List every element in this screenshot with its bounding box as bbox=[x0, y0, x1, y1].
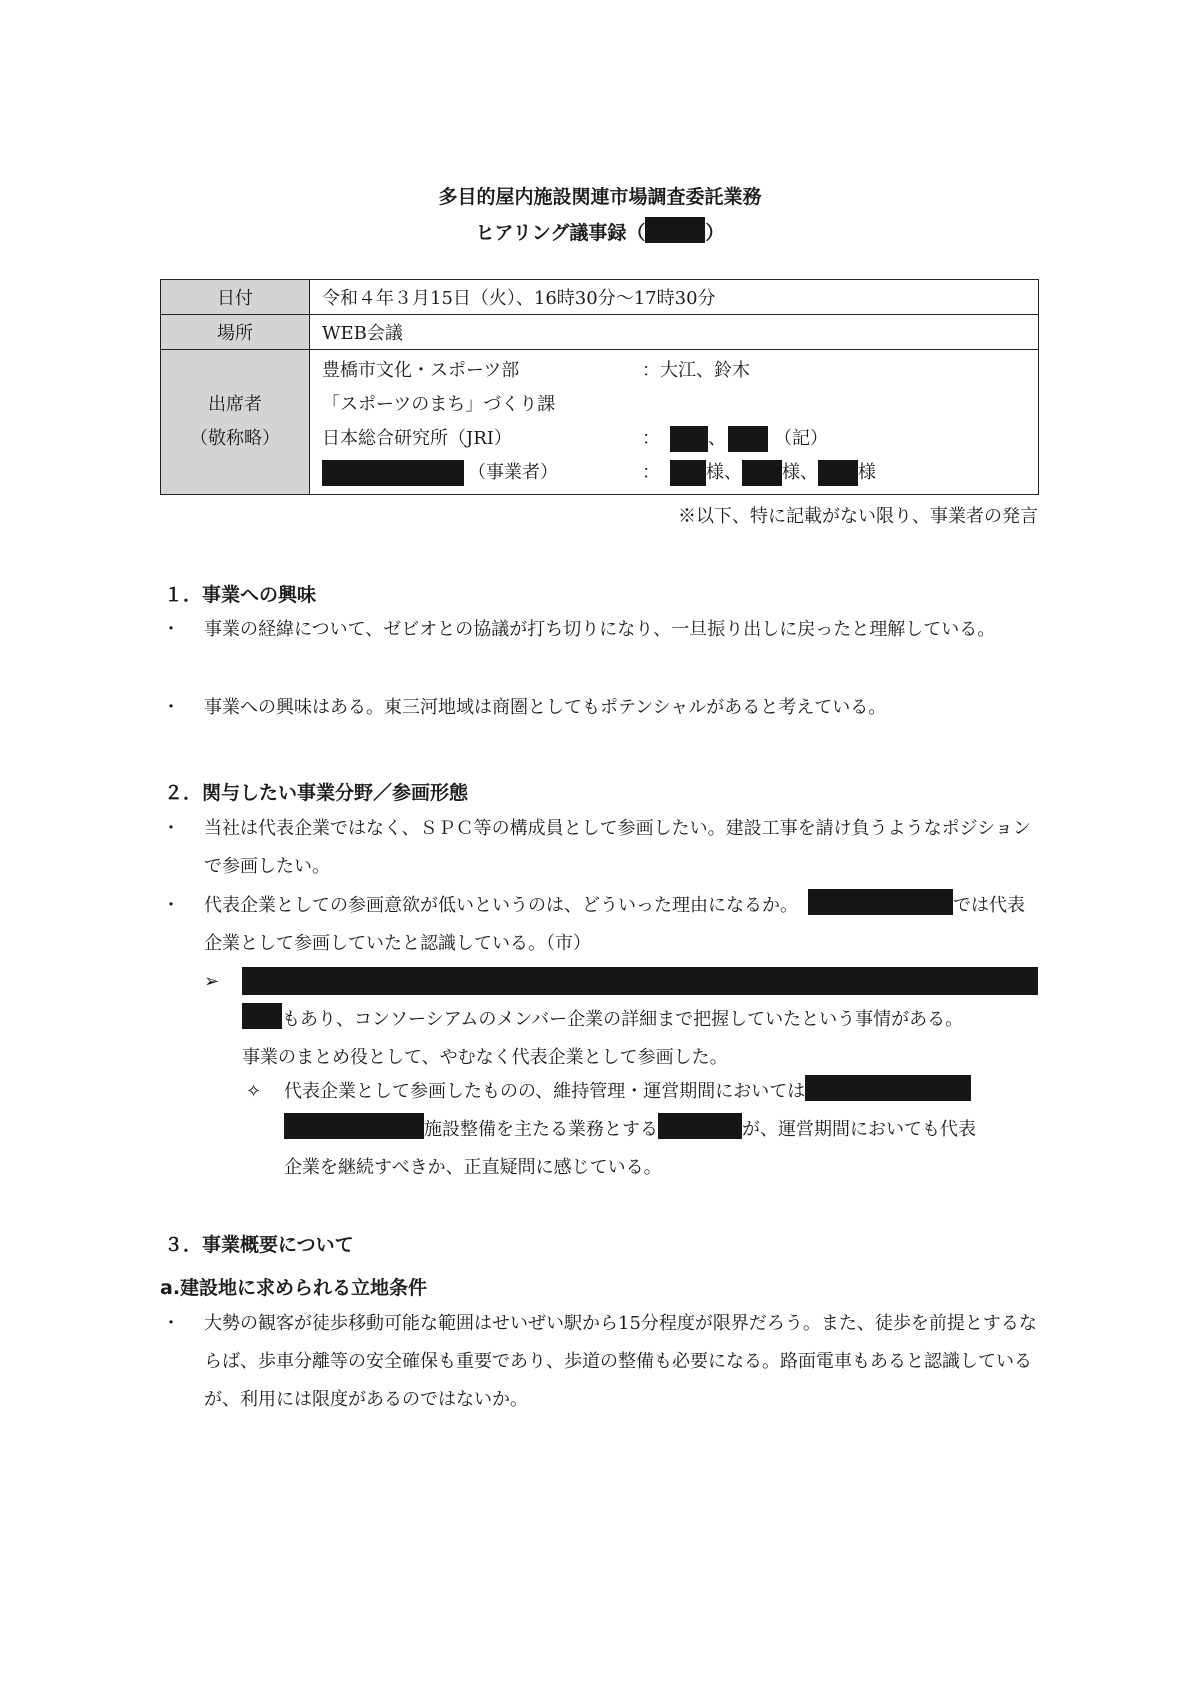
speaker-note: ※以下、特に記載がない限り、事業者の発言 bbox=[678, 506, 1038, 527]
redaction-block bbox=[742, 460, 782, 486]
bullet-text bbox=[204, 887, 1042, 963]
attendees-list bbox=[310, 350, 1039, 495]
honorific-3: 様 bbox=[858, 462, 876, 483]
redaction-block bbox=[658, 1113, 742, 1139]
redaction-block bbox=[645, 217, 705, 243]
date-value: 令和４年３月15日（火）、16時30分～17時30分 bbox=[310, 280, 1039, 315]
subtitle-suffix: ） bbox=[705, 222, 725, 244]
bullet-marker: ・ bbox=[162, 619, 180, 640]
city-org-line1: 豊橋市文化・スポーツ部 bbox=[322, 360, 520, 381]
city-org-line2: 「スポーツのまち」づくり課 bbox=[322, 394, 556, 415]
redaction-block bbox=[242, 967, 1038, 995]
redaction-block bbox=[284, 1113, 424, 1139]
jri-note: （記） bbox=[774, 428, 828, 449]
redaction-block bbox=[670, 460, 706, 486]
section-3-bullet-1 bbox=[162, 1305, 1042, 1419]
subtitle-prefix: ヒアリング議事録（ bbox=[475, 222, 646, 244]
arrow-marker: ➢ bbox=[204, 971, 220, 992]
attendee-row-business bbox=[322, 456, 1026, 490]
sub-bullet-part1: もあり、コンソーシアムのメンバー企業の詳細まで把握していたという事情がある。 bbox=[282, 1009, 964, 1030]
attendees-label bbox=[161, 350, 310, 495]
bullet-text-part1: 代表企業としての参画意欲が低いというのは、どういった理由になるか。 bbox=[204, 895, 798, 916]
attendee-row-jri bbox=[322, 422, 1026, 456]
redaction-block bbox=[242, 1003, 282, 1029]
bullet-text: 事業の経緯について、ゼビオとの協議が打ち切りになり、一旦振り出しに戻ったと理解している。 bbox=[204, 619, 996, 640]
bullet-text-part2: では代表企業として参画していたと認識している。（市） bbox=[204, 895, 1025, 954]
section-2-bullet-1 bbox=[162, 810, 1042, 886]
business-suffix: （事業者） bbox=[468, 462, 558, 483]
bullet-text: 大勢の観客が徒歩移動可能な範囲はせいぜい駅から15分程度が限界だろう。また、徒歩を前提とするならば、歩車分離等の安全確保も重要であり、歩道の整備も必要になる。路面電車もあると認識しているが、利用には限度があるのではないか。 bbox=[204, 1313, 1037, 1410]
redaction-block bbox=[805, 1075, 971, 1101]
place-label: 場所 bbox=[161, 315, 310, 350]
sub-bullet-text bbox=[242, 967, 1042, 1077]
bullet-text: 当社は代表企業ではなく、ＳＰＣ等の構成員として参画したい。建設工事を請け負うようなポジションで参画したい。 bbox=[204, 818, 1031, 877]
jri-separator: 、 bbox=[708, 428, 726, 449]
jri-colon: ： bbox=[642, 428, 660, 449]
redaction-block bbox=[322, 460, 464, 486]
attendees-label-line2: （敬称略） bbox=[190, 428, 280, 449]
bullet-marker: ・ bbox=[162, 895, 180, 916]
meeting-info-table bbox=[160, 279, 1039, 495]
section-2-sub-bullet bbox=[162, 963, 1042, 1077]
business-names bbox=[642, 456, 876, 490]
redaction-block bbox=[808, 889, 953, 915]
section-2-bullet-2 bbox=[162, 887, 1042, 963]
sub-sub-part3: が、運営期間においても代表 bbox=[742, 1119, 976, 1140]
redaction-block bbox=[818, 460, 858, 486]
jri-names bbox=[642, 422, 828, 456]
redaction-block bbox=[728, 426, 768, 452]
section-3-subheading: a.建設地に求められる立地条件 bbox=[160, 1277, 428, 1299]
bullet-marker: ・ bbox=[162, 818, 180, 839]
date-label: 日付 bbox=[161, 280, 310, 315]
section-2-sub-sub-bullet bbox=[162, 1073, 1042, 1187]
attendee-row-city bbox=[322, 354, 1026, 388]
sub-sub-part1: 代表企業として参画したものの、維持管理・運営期間においては bbox=[284, 1081, 806, 1102]
redaction-block bbox=[670, 426, 708, 452]
section-3-heading: ３．事業概要について bbox=[164, 1234, 354, 1256]
honorific-1: 様、 bbox=[706, 462, 742, 483]
attendee-row-city-2 bbox=[322, 388, 1026, 422]
place-value: WEB会議 bbox=[310, 315, 1039, 350]
document-subtitle bbox=[0, 217, 1200, 245]
document-title: 多目的屋内施設関連市場調査委託業務 bbox=[438, 186, 762, 208]
bullet-text: 事業への興味はある。東三河地域は商圏としてもポテンシャルがあると考えている。 bbox=[204, 697, 887, 718]
section-1-bullet-1 bbox=[162, 611, 1042, 649]
diamond-marker: ✧ bbox=[246, 1081, 262, 1102]
bullet-marker: ・ bbox=[162, 1313, 180, 1334]
sub-sub-part4: 企業を継続すべきか、正直疑問に感じている。 bbox=[284, 1157, 662, 1178]
sub-sub-bullet-text bbox=[284, 1073, 1042, 1187]
honorific-2: 様、 bbox=[782, 462, 818, 483]
section-2-heading: ２．関与したい事業分野／参画形態 bbox=[164, 782, 469, 804]
sub-bullet-part2: 事業のまとめ役として、やむなく代表企業として参画した。 bbox=[242, 1047, 728, 1068]
attendees-label-line1: 出席者 bbox=[208, 394, 262, 415]
section-1-heading: １．事業への興味 bbox=[164, 584, 317, 606]
business-org bbox=[322, 456, 642, 490]
section-1-bullet-2 bbox=[162, 689, 1042, 727]
bullet-marker: ・ bbox=[162, 697, 180, 718]
sub-sub-part2: 施設整備を主たる業務とする bbox=[424, 1119, 658, 1140]
business-colon: ： bbox=[642, 462, 660, 483]
city-names: ：大江、鈴木 bbox=[642, 360, 750, 381]
jri-org: 日本総合研究所（JRI） bbox=[322, 428, 512, 449]
